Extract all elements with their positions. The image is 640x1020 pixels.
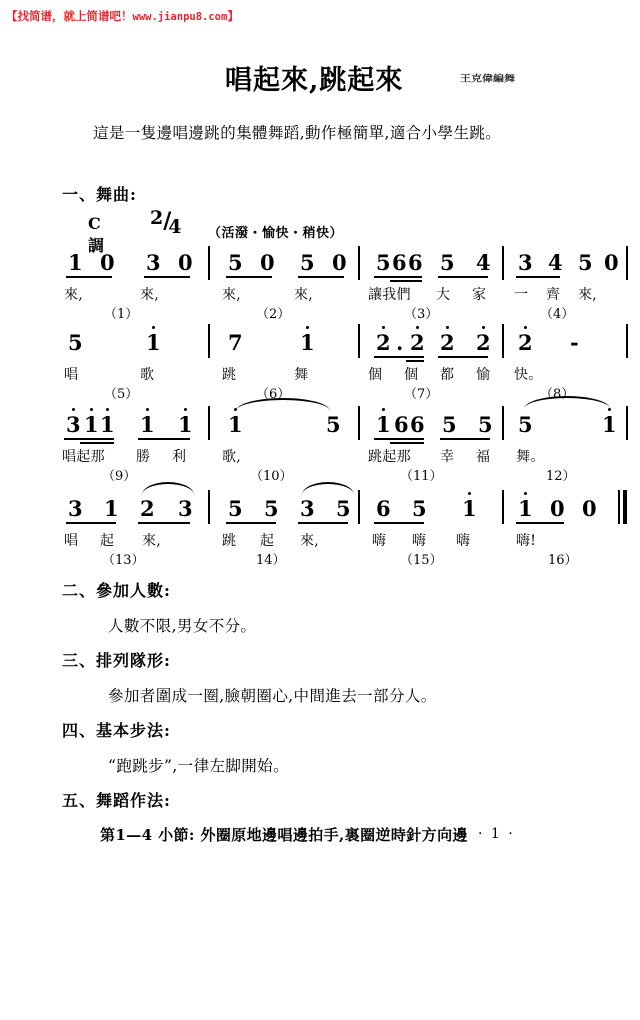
note-high-octave: 1 xyxy=(376,412,391,437)
beam xyxy=(298,276,344,278)
final-barline-thin xyxy=(618,490,620,524)
note: 6 xyxy=(392,250,407,275)
section-body-5: 第1—4 小節: 外圈原地邊唱邊拍手,裏圈逆時針方向邊 xyxy=(100,826,468,844)
measure-number: （6） xyxy=(256,387,291,402)
lyric: 福 xyxy=(476,449,491,465)
section-heading-1 xyxy=(62,182,137,205)
lyric: 讓我們 xyxy=(368,287,411,303)
lyric: 來, xyxy=(294,287,314,303)
note: 5 xyxy=(442,412,457,437)
note: 3 xyxy=(300,496,315,521)
slur xyxy=(302,482,354,495)
lyric: 嗨 xyxy=(412,533,427,549)
section-title-4: 基本步法: xyxy=(96,721,171,740)
measure-number: 16） xyxy=(548,553,578,568)
lyric: 都 xyxy=(440,367,455,383)
note-high-octave: 1 xyxy=(84,412,99,437)
lyric: 家 xyxy=(472,287,487,303)
note-high-octave: 2 xyxy=(518,330,533,355)
measure-number: （8） xyxy=(540,387,575,402)
beam xyxy=(516,522,564,524)
title-row xyxy=(0,58,640,98)
section-title-1: 舞曲: xyxy=(96,185,137,204)
beam xyxy=(64,438,114,440)
beam xyxy=(438,356,488,358)
section-heading-4 xyxy=(62,718,171,741)
lyric: 一 xyxy=(514,287,529,303)
beam xyxy=(374,438,424,440)
section-body-2: 人數不限,男女不分。 xyxy=(108,617,257,635)
beam-secondary xyxy=(390,280,422,282)
barline xyxy=(502,324,504,358)
beam xyxy=(298,522,348,524)
watermark-url: www.jianpu8.com xyxy=(132,11,228,23)
lyric: 嗨 xyxy=(456,533,471,549)
note: 3 xyxy=(518,250,533,275)
barline xyxy=(502,246,504,280)
note: 5 xyxy=(440,250,455,275)
section-body-3: 參加者圍成一圈,臉朝圈心,中間進去一部分人。 xyxy=(108,687,437,705)
note: 0 xyxy=(332,250,347,275)
beam xyxy=(138,522,190,524)
note: 3 xyxy=(68,496,83,521)
measure-number: （4） xyxy=(540,307,575,322)
note: 7 xyxy=(228,330,243,355)
note: 0 xyxy=(260,250,275,275)
page-number: · 1 · xyxy=(478,826,515,842)
note-high-octave: 2 xyxy=(376,330,391,355)
note-high-octave: 1 xyxy=(100,412,115,437)
note: 5 xyxy=(264,496,279,521)
section-number-4: 四、 xyxy=(62,721,97,740)
measure-number: （5） xyxy=(104,387,139,402)
lyric: 來, xyxy=(300,533,320,549)
measure-number: （13） xyxy=(102,553,145,568)
note: 5 xyxy=(412,496,427,521)
tempo-marking: （活潑・愉快・稍快） xyxy=(208,226,344,241)
barline xyxy=(626,324,628,358)
measure-number: （7） xyxy=(404,387,439,402)
barline xyxy=(208,324,210,358)
augmentation-dot: . xyxy=(396,330,404,355)
barline xyxy=(208,490,210,524)
measure-number: 12） xyxy=(546,469,576,484)
beam-secondary xyxy=(390,442,424,444)
section-body-4: “跑跳步”,一律左脚開始。 xyxy=(108,757,289,775)
lyric: 起 xyxy=(260,533,275,549)
note-high-octave: 1 xyxy=(602,412,617,437)
slur xyxy=(524,396,610,409)
time-signature xyxy=(150,207,185,238)
staff-line-4 xyxy=(0,488,640,568)
lyric: 利 xyxy=(172,449,187,465)
note: 5 xyxy=(376,250,391,275)
note-high-octave: 2 xyxy=(476,330,491,355)
staff-line-2 xyxy=(0,322,640,402)
time-signature-denominator: 4 xyxy=(168,216,182,238)
lyric: 唱 xyxy=(64,367,79,383)
note: 0 xyxy=(100,250,115,275)
note: 0 xyxy=(178,250,193,275)
page-title: 唱起來,跳起來 xyxy=(225,65,404,96)
barline xyxy=(208,246,210,280)
lyric: 歌, xyxy=(222,449,242,465)
time-signature-numerator: 2 xyxy=(150,207,164,229)
note: 5 xyxy=(300,250,315,275)
beam xyxy=(438,276,488,278)
section-heading-2 xyxy=(62,578,171,601)
intro-paragraph: 這是一隻邊唱邊跳的集體舞蹈,動作極簡單,適合小學生跳。 xyxy=(93,124,502,142)
author-credit: 王克偉編舞 xyxy=(460,73,515,84)
barline xyxy=(208,406,210,440)
final-barline-thick xyxy=(623,490,627,524)
lyric: 個 xyxy=(368,367,383,383)
slur xyxy=(236,398,330,411)
key-signature: C 調 xyxy=(88,214,106,255)
note: 2 xyxy=(140,496,155,521)
section-number-3: 三、 xyxy=(62,651,97,670)
watermark-prefix: 【找简谱，就上简谱吧！ xyxy=(6,9,133,23)
note: 5 xyxy=(478,412,493,437)
barline xyxy=(502,406,504,440)
note-high-octave: 1 xyxy=(140,412,155,437)
barline xyxy=(626,246,628,280)
note: 5 xyxy=(518,412,533,437)
lyric: 大 xyxy=(436,287,451,303)
note: 5 xyxy=(326,412,341,437)
beam-secondary xyxy=(80,442,114,444)
lyric: 跳 xyxy=(222,533,237,549)
lyric: 歌 xyxy=(140,367,155,383)
note: 0 xyxy=(550,496,565,521)
section-title-3: 排列隊形: xyxy=(96,651,171,670)
note: 1 xyxy=(104,496,119,521)
beam xyxy=(440,438,490,440)
time-signature-slash: / xyxy=(163,208,172,234)
section-heading-5 xyxy=(62,788,171,811)
section-number-5: 五、 xyxy=(62,791,97,810)
beam xyxy=(374,522,424,524)
note-high-octave: 1 xyxy=(146,330,161,355)
note-high-octave: 1 xyxy=(462,496,477,521)
lyric: 齊 xyxy=(546,287,561,303)
lyric: 來, xyxy=(64,287,84,303)
beam xyxy=(374,276,422,278)
measure-number: 14） xyxy=(256,553,286,568)
lyric: 快。 xyxy=(514,367,543,383)
measure-number: （3） xyxy=(404,307,439,322)
barline xyxy=(358,406,360,440)
beam xyxy=(226,522,276,524)
note: 5 xyxy=(578,250,593,275)
note-high-octave: 1 xyxy=(518,496,533,521)
lyric: 嗨 xyxy=(372,533,387,549)
barline xyxy=(358,324,360,358)
lyric: 舞 xyxy=(294,367,309,383)
section-heading-3 xyxy=(62,648,171,671)
slur xyxy=(142,482,194,495)
measure-number: （15） xyxy=(400,553,443,568)
beam-secondary xyxy=(406,360,424,362)
note: 4 xyxy=(476,250,491,275)
site-watermark xyxy=(6,8,239,24)
note-high-octave: 1 xyxy=(178,412,193,437)
barline xyxy=(626,406,628,440)
note: 4 xyxy=(548,250,563,275)
measure-number: （1） xyxy=(104,307,139,322)
lyric: 來, xyxy=(142,533,162,549)
lyric: 勝 xyxy=(136,449,151,465)
note-high-octave: 2 xyxy=(440,330,455,355)
barline xyxy=(358,490,360,524)
staff-line-3 xyxy=(0,404,640,484)
measure-number: （2） xyxy=(256,307,291,322)
note-high-octave: 1 xyxy=(228,412,243,437)
beam xyxy=(66,276,112,278)
barline xyxy=(502,490,504,524)
note-high-octave: 3 xyxy=(66,412,81,437)
lyric: 嗨! xyxy=(516,533,537,549)
note: 5 xyxy=(228,496,243,521)
barline xyxy=(358,246,360,280)
measure-number: （10） xyxy=(250,469,293,484)
note: 1 xyxy=(68,250,83,275)
beam xyxy=(144,276,190,278)
section-number-2: 二、 xyxy=(62,581,97,600)
note: 6 xyxy=(408,250,423,275)
lyric: 來, xyxy=(222,287,242,303)
lyric: 舞。 xyxy=(516,449,545,465)
measure-number: （9） xyxy=(102,469,137,484)
note: 5 xyxy=(228,250,243,275)
section-number-1: 一、 xyxy=(62,185,97,204)
note: 6 xyxy=(394,412,409,437)
lyric: 個 xyxy=(404,367,419,383)
note: 6 xyxy=(410,412,425,437)
lyric: 起 xyxy=(100,533,115,549)
note-sustain-dash: - xyxy=(570,330,579,355)
note: 3 xyxy=(178,496,193,521)
beam xyxy=(66,522,116,524)
beam xyxy=(138,438,190,440)
lyric: 跳 xyxy=(222,367,237,383)
lyric: 唱 xyxy=(64,533,79,549)
lyric: 唱起那 xyxy=(62,449,105,465)
beam xyxy=(516,276,560,278)
note: 6 xyxy=(376,496,391,521)
lyric: 跳起那 xyxy=(368,449,411,465)
note-high-octave: 1 xyxy=(300,330,315,355)
staff-line-1 xyxy=(0,244,640,322)
lyric: 來, xyxy=(140,287,160,303)
section-title-2: 參加人數: xyxy=(96,581,171,600)
note-high-octave: 2 xyxy=(410,330,425,355)
beam xyxy=(374,356,424,358)
lyric: 幸 xyxy=(440,449,455,465)
measure-number: （11） xyxy=(400,469,443,484)
note: 3 xyxy=(146,250,161,275)
lyric: 愉 xyxy=(476,367,491,383)
note: 0 xyxy=(604,250,619,275)
lyric: 來, xyxy=(578,287,598,303)
note: 0 xyxy=(582,496,597,521)
section-title-5: 舞蹈作法: xyxy=(96,791,171,810)
watermark-suffix: 】 xyxy=(227,9,239,23)
beam xyxy=(226,276,272,278)
note: 5 xyxy=(68,330,83,355)
note: 5 xyxy=(336,496,351,521)
